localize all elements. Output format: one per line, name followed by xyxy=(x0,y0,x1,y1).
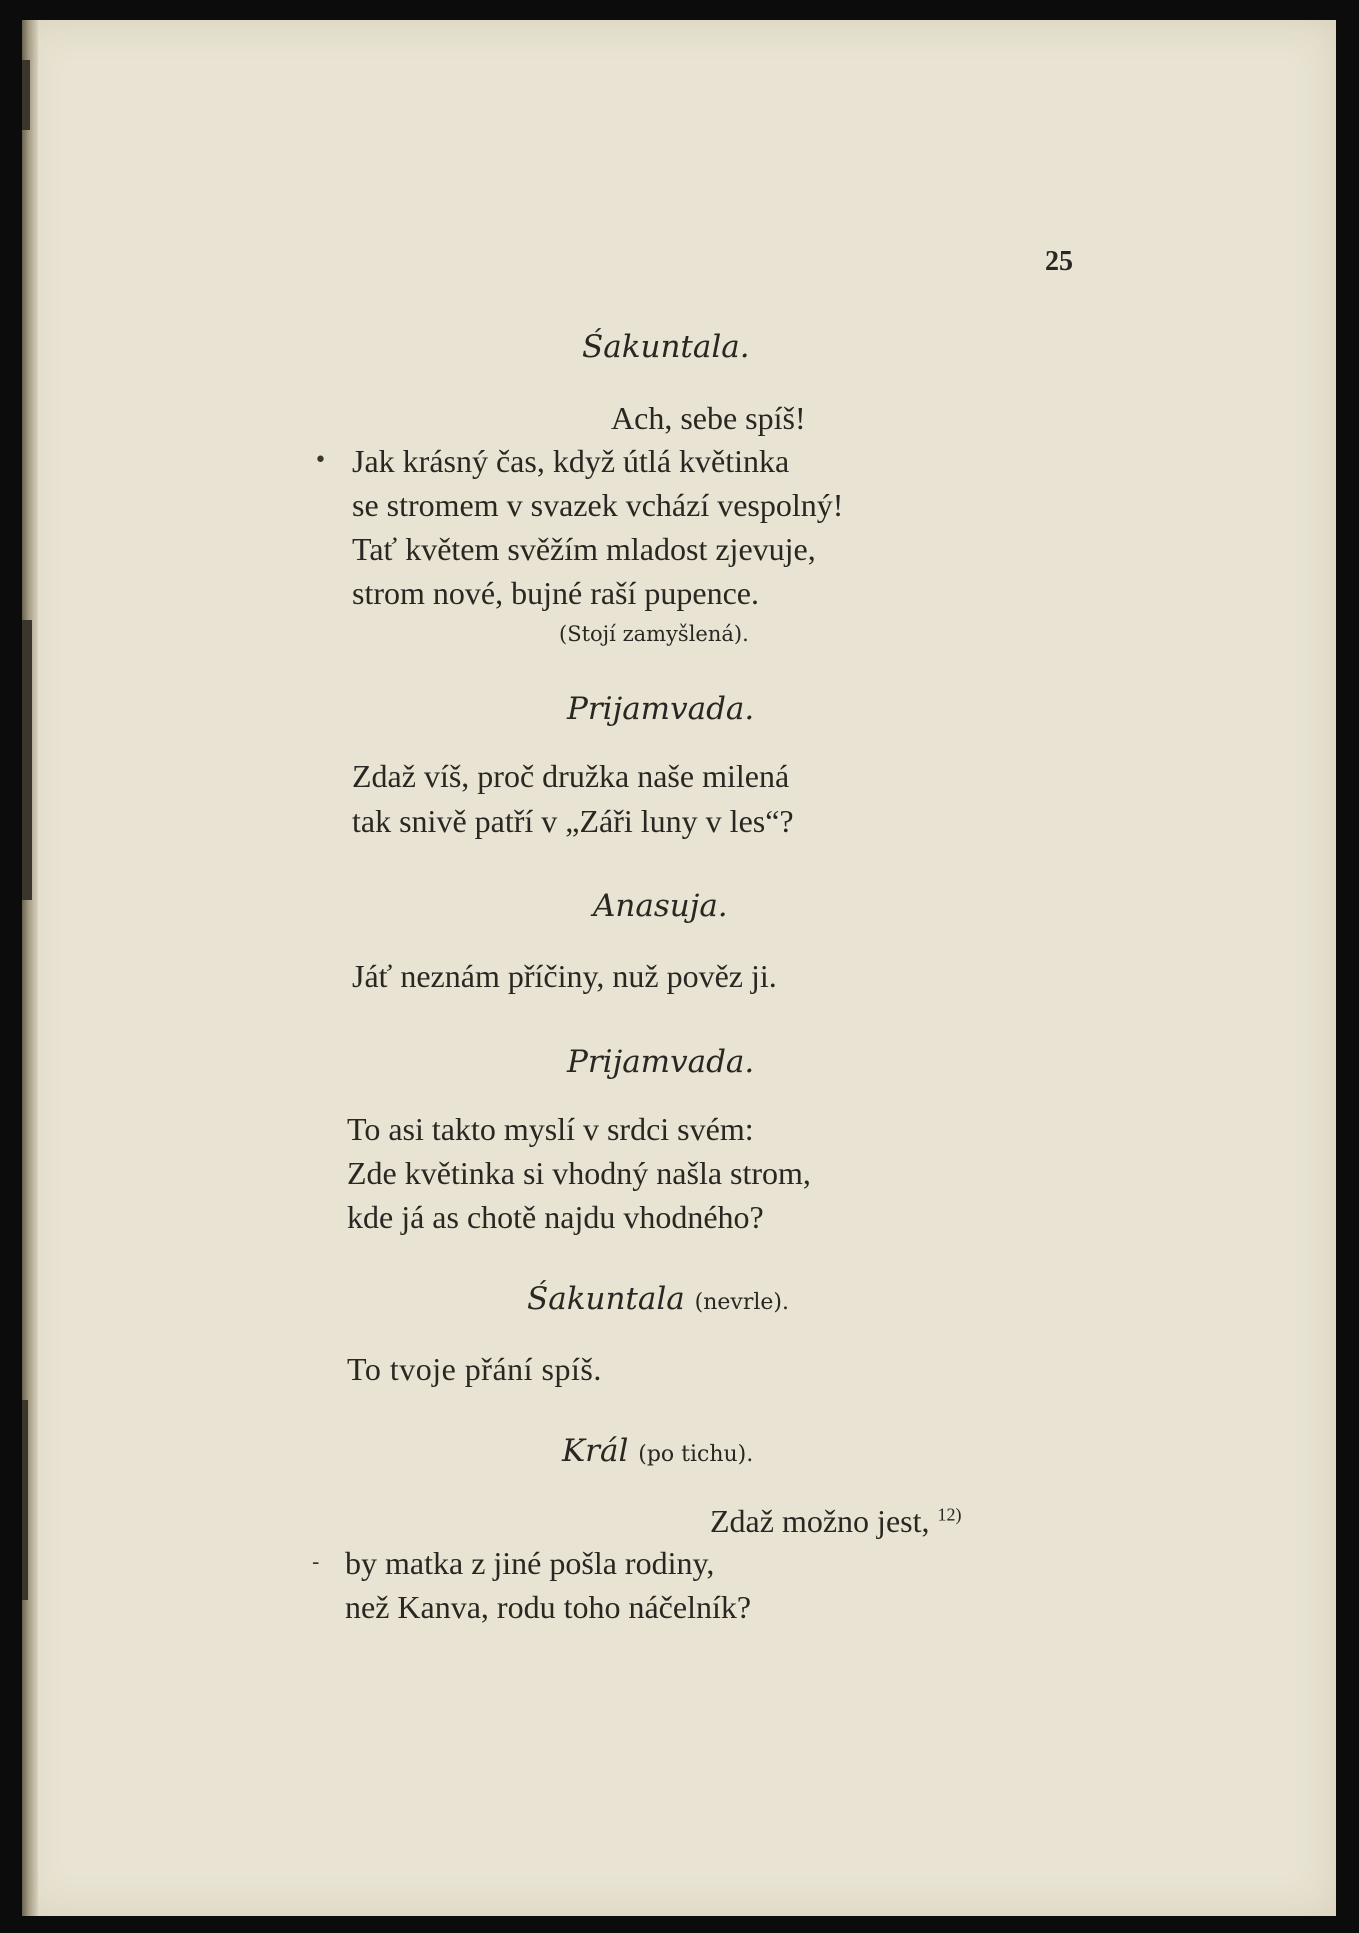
spine-mark xyxy=(22,1400,28,1600)
speaker-heading xyxy=(527,1281,789,1317)
page-number: 25 xyxy=(1045,246,1073,277)
verse-line: To asi takto myslí v srdci svém: xyxy=(347,1111,754,1147)
margin-dash: - xyxy=(312,1550,320,1575)
speaker-direction: (nevrle). xyxy=(694,1290,789,1315)
verse-line: se stromem v svazek vchází vespolný! xyxy=(352,487,844,523)
verse-line: Tať květem svěžím mladost zjevuje, xyxy=(352,531,816,567)
verse-line: Ach, sebe spíš! xyxy=(611,400,806,436)
speaker-name: Prijamvada. xyxy=(567,691,755,727)
verse-line-with-footnote xyxy=(710,1505,961,1537)
speaker-name: Král xyxy=(562,1433,629,1469)
verse-line: než Kanva, rodu toho náčelník? xyxy=(345,1589,752,1625)
footnote-ref: 12) xyxy=(937,1504,962,1525)
spine-mark xyxy=(22,620,32,900)
verse-line: Zde květinka si vhodný našla strom, xyxy=(347,1155,811,1191)
verse-line: kde já as chotě najdu vhodného? xyxy=(347,1199,764,1235)
verse-line: Zdaž možno jest, xyxy=(710,1503,930,1539)
margin-dot: • xyxy=(314,448,327,473)
book-spine xyxy=(22,20,38,1916)
verse-line: by matka z jiné pošla rodiny, xyxy=(345,1545,715,1581)
spine-mark xyxy=(22,60,30,130)
verse-line: Jak krásný čas, když útlá květinka xyxy=(352,443,790,479)
stage-direction: (Stojí zamyšlená). xyxy=(559,622,749,646)
verse-line: Jáť neznám příčiny, nuž pověz ji. xyxy=(352,958,777,994)
speaker-name: Śakuntala. xyxy=(582,329,750,365)
verse-line: strom nové, bujné raší pupence. xyxy=(352,575,759,611)
verse-line: To tvoje přání spíš. xyxy=(347,1351,602,1387)
verse-line: Zdaž víš, proč družka naše milená xyxy=(352,758,790,794)
speaker-name: Prijamvada. xyxy=(567,1044,755,1080)
speaker-name: Anasuja. xyxy=(593,888,728,924)
speaker-name: Śakuntala xyxy=(527,1281,685,1317)
verse-line: tak snivě patří v „Záři luny v les“? xyxy=(352,803,794,839)
speaker-direction: (po tichu). xyxy=(638,1442,754,1467)
book-page xyxy=(22,20,1336,1916)
speaker-heading xyxy=(562,1433,754,1469)
